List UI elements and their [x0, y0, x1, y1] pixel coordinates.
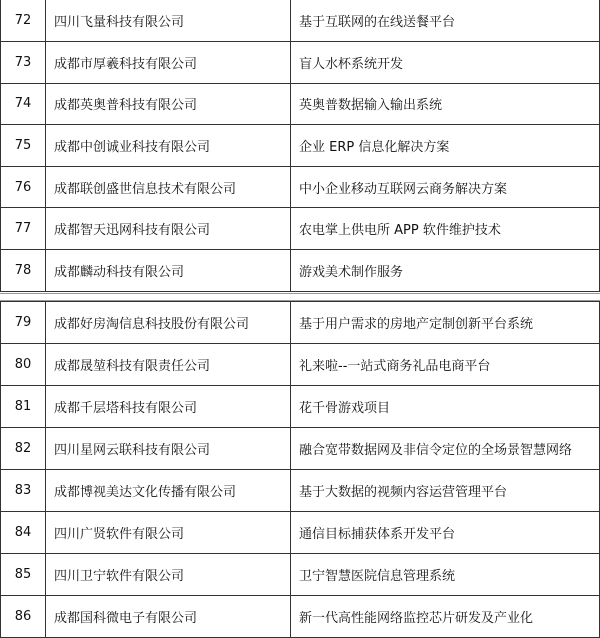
table-row — [1, 428, 600, 470]
row-number: 81 — [1, 386, 46, 428]
row-number: 74 — [1, 83, 46, 125]
company-name: 成都麟动科技有限公司 — [46, 250, 291, 292]
company-name: 成都中创诚业科技有限公司 — [46, 125, 291, 167]
company-name: 成都智天迅网科技有限公司 — [46, 208, 291, 250]
row-number: 77 — [1, 208, 46, 250]
row-number: 73 — [1, 42, 46, 84]
project-name: 融合宽带数据网及非信令定位的全场景智慧网络 — [291, 428, 600, 470]
project-name: 游戏美术制作服务 — [291, 250, 600, 292]
company-name: 成都国科微电子有限公司 — [46, 596, 291, 638]
table-row — [1, 344, 600, 386]
company-name: 四川卫宁软件有限公司 — [46, 554, 291, 596]
project-name: 卫宁智慧医院信息管理系统 — [291, 554, 600, 596]
table-row — [1, 166, 600, 208]
row-number: 80 — [1, 344, 46, 386]
company-table-top — [0, 0, 600, 292]
row-number: 75 — [1, 125, 46, 167]
row-number: 78 — [1, 250, 46, 292]
page-break — [0, 293, 600, 301]
table-row — [1, 125, 600, 167]
row-number: 79 — [1, 302, 46, 344]
table-row — [1, 554, 600, 596]
row-number: 85 — [1, 554, 46, 596]
table-row — [1, 470, 600, 512]
row-number: 72 — [1, 0, 46, 42]
project-name: 企业 ERP 信息化解决方案 — [291, 125, 600, 167]
table-row — [1, 0, 600, 42]
table-row — [1, 512, 600, 554]
company-name: 四川星网云联科技有限公司 — [46, 428, 291, 470]
project-name: 盲人水杯系统开发 — [291, 42, 600, 84]
table-row — [1, 208, 600, 250]
project-name: 英奥普数据输入输出系统 — [291, 83, 600, 125]
table-row — [1, 302, 600, 344]
row-number: 82 — [1, 428, 46, 470]
company-name: 四川飞量科技有限公司 — [46, 0, 291, 42]
company-name: 成都英奥普科技有限公司 — [46, 83, 291, 125]
company-table-bottom — [0, 301, 600, 638]
project-name: 中小企业移动互联网云商务解决方案 — [291, 166, 600, 208]
row-number: 84 — [1, 512, 46, 554]
row-number: 76 — [1, 166, 46, 208]
table-row — [1, 42, 600, 84]
project-name: 农电掌上供电所 APP 软件维护技术 — [291, 208, 600, 250]
company-name: 成都千层塔科技有限公司 — [46, 386, 291, 428]
project-name: 基于用户需求的房地产定制创新平台系统 — [291, 302, 600, 344]
table-row — [1, 250, 600, 292]
company-name: 四川广贤软件有限公司 — [46, 512, 291, 554]
company-name: 成都联创盛世信息技术有限公司 — [46, 166, 291, 208]
table-row — [1, 83, 600, 125]
row-number: 83 — [1, 470, 46, 512]
company-name: 成都晟堃科技有限责任公司 — [46, 344, 291, 386]
project-name: 基于大数据的视频内容运营管理平台 — [291, 470, 600, 512]
project-name: 新一代高性能网络监控芯片研发及产业化 — [291, 596, 600, 638]
row-number: 86 — [1, 596, 46, 638]
company-name: 成都博视美达文化传播有限公司 — [46, 470, 291, 512]
company-name: 成都好房淘信息科技股份有限公司 — [46, 302, 291, 344]
project-name: 基于互联网的在线送餐平台 — [291, 0, 600, 42]
company-name: 成都市厚羲科技有限公司 — [46, 42, 291, 84]
project-name: 通信目标捕获体系开发平台 — [291, 512, 600, 554]
project-name: 花千骨游戏项目 — [291, 386, 600, 428]
table-row — [1, 596, 600, 638]
project-name: 礼来啦--一站式商务礼品电商平台 — [291, 344, 600, 386]
table-row — [1, 386, 600, 428]
